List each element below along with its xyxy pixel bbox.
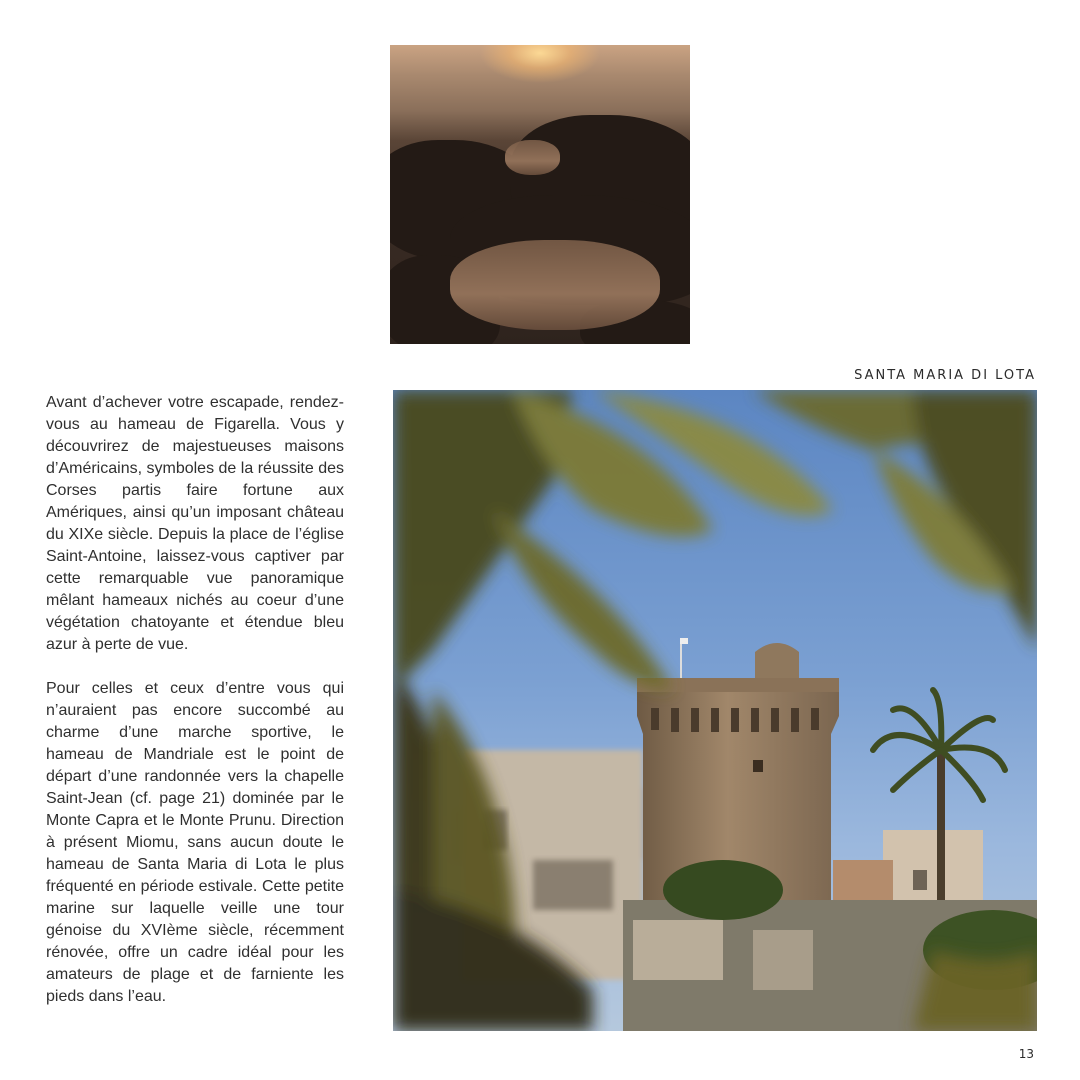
sunset-rocks-photo	[390, 45, 690, 344]
genoese-tower-photo	[393, 390, 1037, 1031]
tide-pool	[505, 140, 560, 175]
page-number: 13	[1018, 1047, 1034, 1061]
paragraph: Avant d’achever votre escapade, rendez-vous au hameau de Figarella. Vous y découvrirez de majestueuses maisons d’Américains, symboles de la réussite des Corses partis faire fortune aux Amériques, ainsi qu’un imposant château du XIXe siècle. Depuis la place de l’église Saint-Antoine, laissez-vous captiver par cette remarquable vue panoramique mêlant hameaux nichés au coeur d’une végétation chatoyante et étendue bleu azur à perte de vue.	[46, 394, 344, 653]
section-label: SANTA MARIA DI LOTA	[854, 368, 1036, 383]
tower-scene-illustration	[393, 390, 1037, 1031]
tide-pool	[450, 240, 660, 330]
paragraph: Pour celles et ceux d’entre vous qui n’auraient pas encore succombé au charme d’une marche sportive, le hameau de Mandriale est le point de départ d’une randonnée vers la chapelle Saint-Jean (cf. page 21) dominée par le Monte Capra et le Monte Prunu. Direction à présent Miomu, sans aucun doute le hameau de Santa Maria di Lota le plus fréquenté en période estivale. Cette petite marine sur laquelle veille une tour génoise du XVIème siècle, récemment rénovée, offre un cadre idéal pour les amateurs de plage et de farniente les pieds dans l’eau.	[46, 680, 344, 1005]
article-body	[46, 392, 344, 1030]
